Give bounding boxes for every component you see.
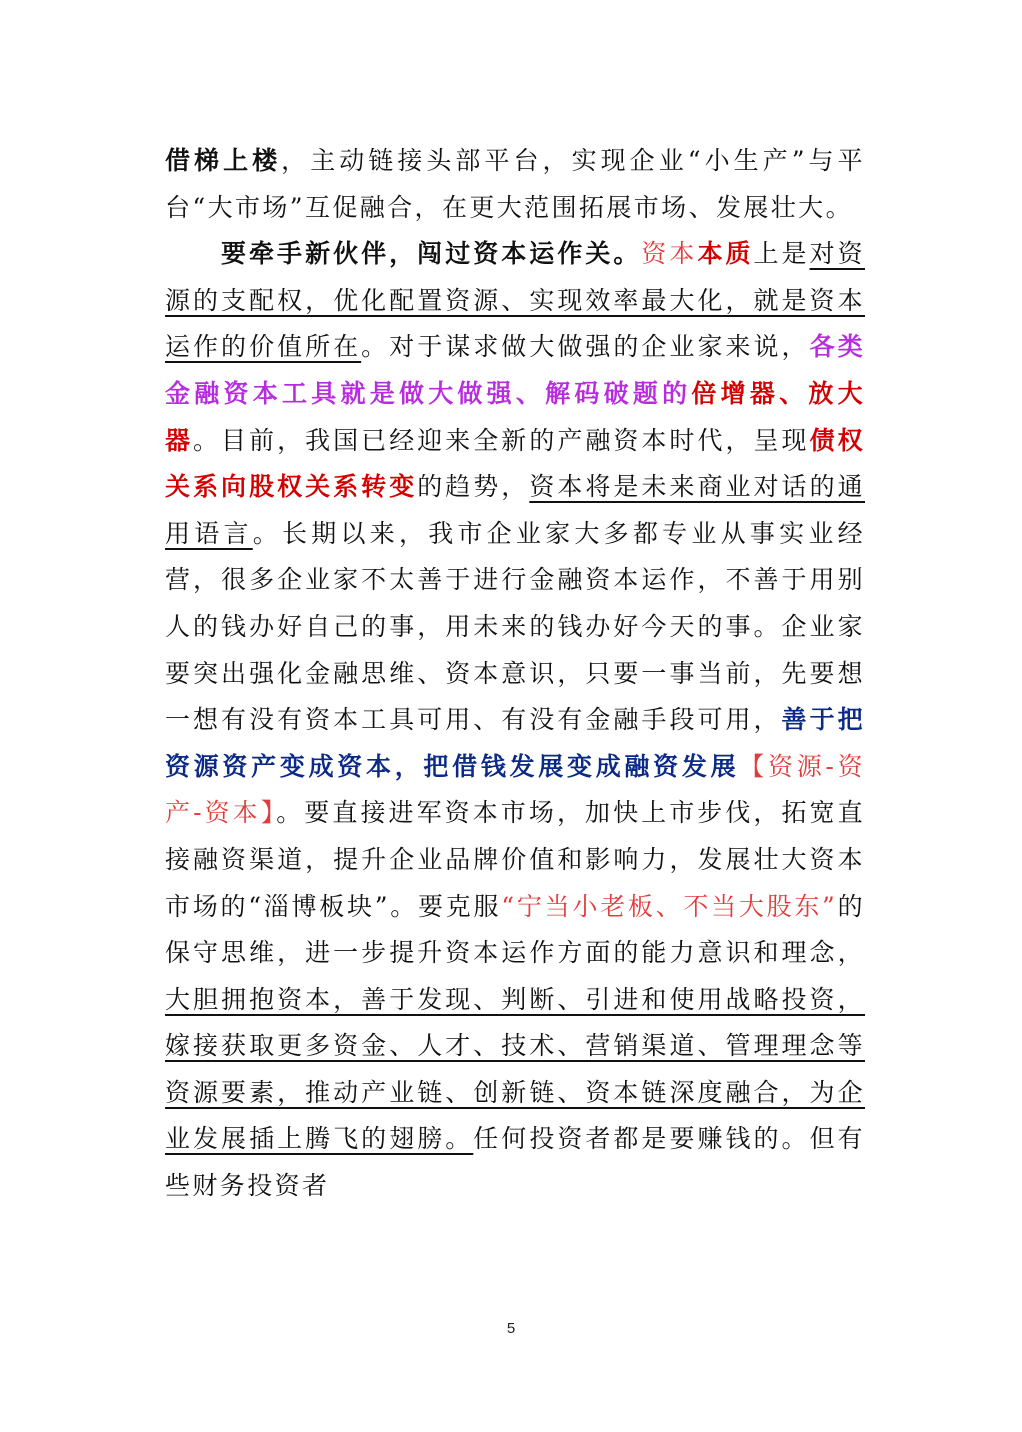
purple-emphasis: 各类金融资本工具就是做大做强、解码破题的	[165, 332, 865, 408]
underlined-embrace-capital: 大胆拥抱资本，善于发现、判断、引进和使用战略投资，嫁接获取更多资金、人才、技术、营销渠道、管理理念等资源要素，推动产业链、创新链、资本链深度融合，为企业发展插上腾飞的翅膀。	[165, 984, 865, 1154]
text-segment: 上是	[753, 239, 810, 269]
text-segment: 。要直接进军资本市场，加快上市步伐，拓宽直接融资渠道，提升企业品牌价值和影响力，发展壮大资本市场的“淄博板块”。要克服	[165, 798, 865, 921]
debt-to-equity-emphasis: 债权关系向股权关系转变	[165, 425, 865, 502]
multiplier-emphasis: 倍增器、放大器	[165, 378, 866, 455]
red-bracket-chain: 【资源-资产-资本】	[165, 751, 865, 828]
text-segment: 。长期以来，我市企业家大多都专业从事实业经营，很多企业家不太善于进行金融资本运作，不善于用别人的钱办好自己的事，用未来的钱办好今天的事。企业家要突出强化金融思维、资本意识，只要一事当前，先要想一想有没有资本工具可用、有没有金融手段可用，	[165, 518, 865, 735]
underlined-capital-language: 资本将是未来商业对话的通用语言	[165, 472, 865, 548]
text-segment: 任何投资者都是要赚钱的。但有些财务投资者	[165, 1124, 865, 1201]
navy-emphasis: 善于把资源资产变成资本，把借钱发展变成融资发展	[165, 705, 865, 781]
text-segment: 的保守思维，进一步提升资本运作方面的能力意识和理念，	[165, 891, 865, 968]
paragraph-2	[165, 231, 865, 1209]
paragraph-1-text: ，主动链接头部平台，实现企业“小生产”与平台“大市场”互促融合，在更大范围拓展市场、发展壮大。	[165, 146, 865, 222]
body-text	[165, 138, 865, 1210]
underlined-definition: 对资源的支配权，优化配置资源、实现效率最大化，就是资本运作的价值所在	[165, 239, 865, 362]
text-segment: 。目前，我国已经迎来全新的产融资本时代，呈现	[193, 425, 810, 455]
red-quote: “宁当小老板、不当大股东”	[501, 891, 838, 921]
bold-lead-phrase: 借梯上楼	[165, 146, 282, 175]
highlight-essence: 本质	[697, 239, 754, 269]
section-heading: 要牵手新伙伴，闯过资本运作关。	[221, 239, 642, 269]
highlight-capital: 资本	[641, 239, 698, 269]
text-segment: 。对于谋求做大做强的企业家来说，	[361, 332, 810, 362]
text-segment: 的趋势，	[417, 472, 530, 502]
paragraph-1	[165, 138, 865, 231]
page-number: 5	[506, 1320, 516, 1337]
